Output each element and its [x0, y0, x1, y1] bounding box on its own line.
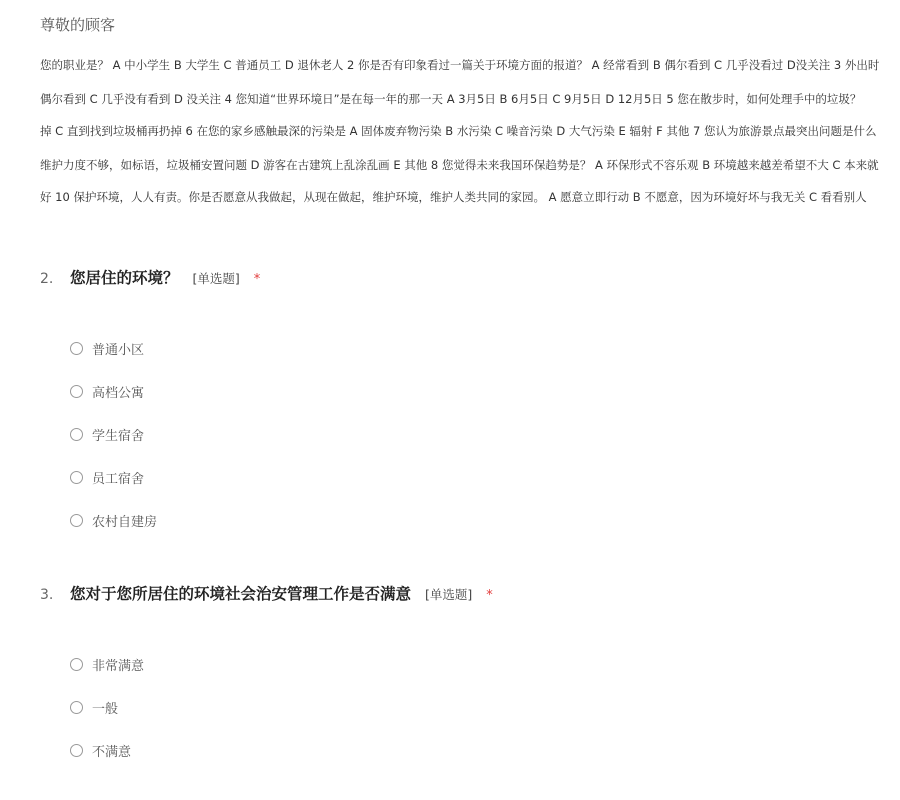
radio-button[interactable] [70, 701, 83, 714]
intro-line: 维护力度不够，如标语，垃圾桶安置问题 D 游客在古建筑上乱涂乱画 E 其他 8 您觉得未来我国环保趋势是？ A 环保形式不容乐观 B 环境越来越差希望不大 C 本来就 [40, 158, 879, 172]
radio-button[interactable] [70, 658, 83, 671]
option-label: 一般 [92, 701, 119, 717]
option-label: 学生宿舍 [92, 428, 145, 444]
option-label: 员工宿舍 [92, 471, 145, 487]
radio-button[interactable] [70, 428, 83, 441]
option-label: 非常满意 [92, 658, 145, 674]
option-radio[interactable] [70, 424, 144, 444]
required-asterisk: * [486, 588, 493, 603]
question-title: 您对于您所居住的环境社会治安管理工作是否满意 [70, 585, 412, 603]
option-radio[interactable] [70, 381, 144, 401]
intro-line: 您的职业是？ A 中小学生 B 大学生 C 普通员工 D 退休老人 2 你是否有印象看过一篇关于环境方面的报道？ A 经常看到 B 偶尔看到 C 几乎没看过 D没关注 3 外出时 [40, 58, 880, 72]
question-number: 2. [40, 271, 54, 287]
intro-line: 掉 C 直到找到垃圾桶再扔掉 6 在您的家乡感触最深的污染是 A 固体废弃物污染 B 水污染 C 噪音污染 D 大气污染 E 辐射 F 其他 7 您认为旅游景点最突出问题是什么 [40, 124, 877, 138]
intro-line: 偶尔看到 C 几乎没有看到 D 没关注 4 您知道“世界环境日”是在每一年的那一天 A 3月5日 B 6月5日 C 9月5日 D 12月5日 5 您在散步时，如何处理手中的垃圾？ [40, 92, 862, 106]
radio-button[interactable] [70, 342, 83, 355]
option-radio[interactable] [70, 740, 131, 760]
question-number: 3. [40, 587, 54, 603]
question-type-label: [单选题] [425, 587, 473, 602]
option-radio[interactable] [70, 467, 144, 487]
option-label: 农村自建房 [92, 514, 158, 530]
option-radio[interactable] [70, 697, 118, 717]
radio-button[interactable] [70, 514, 83, 527]
option-label: 高档公寓 [92, 385, 145, 401]
required-asterisk: * [253, 272, 261, 287]
question-2 [40, 266, 900, 536]
question-title: 您居住的环境？ [70, 269, 179, 287]
radio-button[interactable] [70, 471, 83, 484]
question-3 [40, 582, 900, 772]
option-radio[interactable] [70, 654, 144, 674]
radio-button[interactable] [70, 744, 83, 757]
survey-intro [40, 0, 900, 215]
question-header [40, 266, 260, 288]
option-label: 不满意 [92, 744, 132, 760]
question-type-label: [单选题] [192, 271, 240, 286]
radio-button[interactable] [70, 385, 83, 398]
option-radio[interactable] [70, 510, 157, 530]
intro-line: 好 10 保护环境，人人有责。你是否愿意从我做起，从现在做起，维护环境，维护人类共同的家园。 A 愿意立即行动 B 不愿意，因为环境好坏与我无关 C 看看别人 [40, 190, 867, 204]
question-header [40, 582, 493, 604]
greeting-text: 尊敬的顾客 [40, 16, 116, 34]
option-label: 普通小区 [92, 342, 145, 358]
option-radio[interactable] [70, 338, 144, 358]
